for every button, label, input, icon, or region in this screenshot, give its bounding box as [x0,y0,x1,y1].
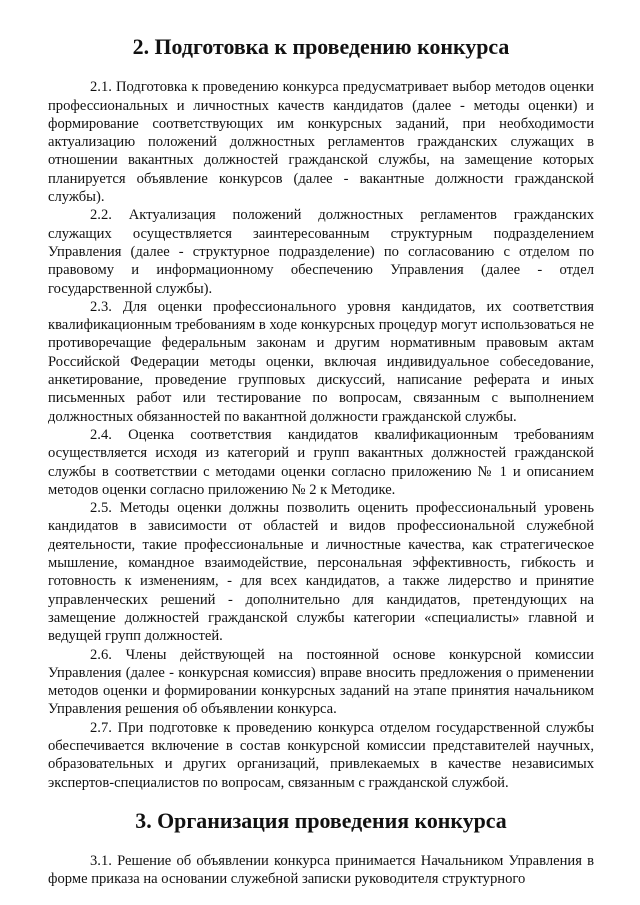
section-heading-2: 2. Подготовка к проведению конкурса [132,34,510,59]
paragraph-2-7: 2.7. При подготовке к проведению конкурса отделом государственной службы обеспечивается включение в состав конкурсной комиссии представителей научных, образовательных и других организаций, привлекаемых в качестве независимых экспертов-специалистов по вопросам, связанным с гражданской службой. [48,719,594,791]
paragraph-2-2: 2.2. Актуализация положений должностных регламентов гражданских служащих осуществляется заинтересованным структурным подразделением Управления (далее - структурное подразделение) по согласованию с отделом по правовому и информационному обеспечению Управления (далее - отдел государственной службы). [48,207,594,297]
paragraph-2-5: 2.5. Методы оценки должны позволить оценить профессиональный уровень кандидатов в зависимости от областей и видов профессиональной служебной деятельности, такие профессиональные и личностные качества, как стратегическое мышление, командное взаимодействие, персональная эффективность, гибкость и готовность к изменениям, - для всех кандидатов, а также лидерство и принятие управленческих решений - дополнительно для кандидатов, претендующих на замещение должностей гражданской службы категории «специалисты» главной и ведущей групп должностей. [48,500,594,645]
paragraph-2-6: 2.6. Члены действующей на постоянной основе конкурсной комиссии Управления (далее - конкурсная комиссия) вправе вносить предложения о применении методов оценки и формировании конкурсных заданий на этапе принятия начальником Управления решения об объявлении конкурса. [48,646,594,718]
paragraph-2-4: 2.4. Оценка соответствия кандидатов квалификационным требованиям осуществляется исходя из категорий и групп вакантных должностей гражданской службы в соответствии с методами оценки согласно приложению № 1 и описанием методов оценки согласно приложению № 2 к Методике. [48,426,594,498]
paragraph-2-1: 2.1. Подготовка к проведению конкурса предусматривает выбор методов оценки профессиональных и личностных качеств кандидатов (далее - методы оценки) и формирование соответствующих им конкурсных заданий, при необходимости актуализацию положений должностных регламентов гражданских служащих в отношении вакантных должностей гражданской службы, на замещение которых планируется объявление конкурсов (далее - вакантные должности гражданской службы). [48,79,594,206]
paragraph-3-1: 3.1. Решение об объявлении конкурса принимается Начальником Управления в форме приказа на основании служебной записки руководителя структурного [48,853,594,888]
paragraph-2-3: 2.3. Для оценки профессионального уровня кандидатов, их соответствия квалификационным требованиям в ходе конкурсных процедур могут использоваться не противоречащие федеральным законам и другим нормативным правовым актам Российской Федерации методы оценки, включая индивидуальное собеседование, анкетирование, проведение групповых дискуссий, написание реферата и иных письменных работ или тестирование по вопросам, связанным с выполнением должностных обязанностей по вакантной должности гражданской службы. [48,298,594,425]
section-heading-3: 3. Организация проведения конкурса [135,807,507,833]
